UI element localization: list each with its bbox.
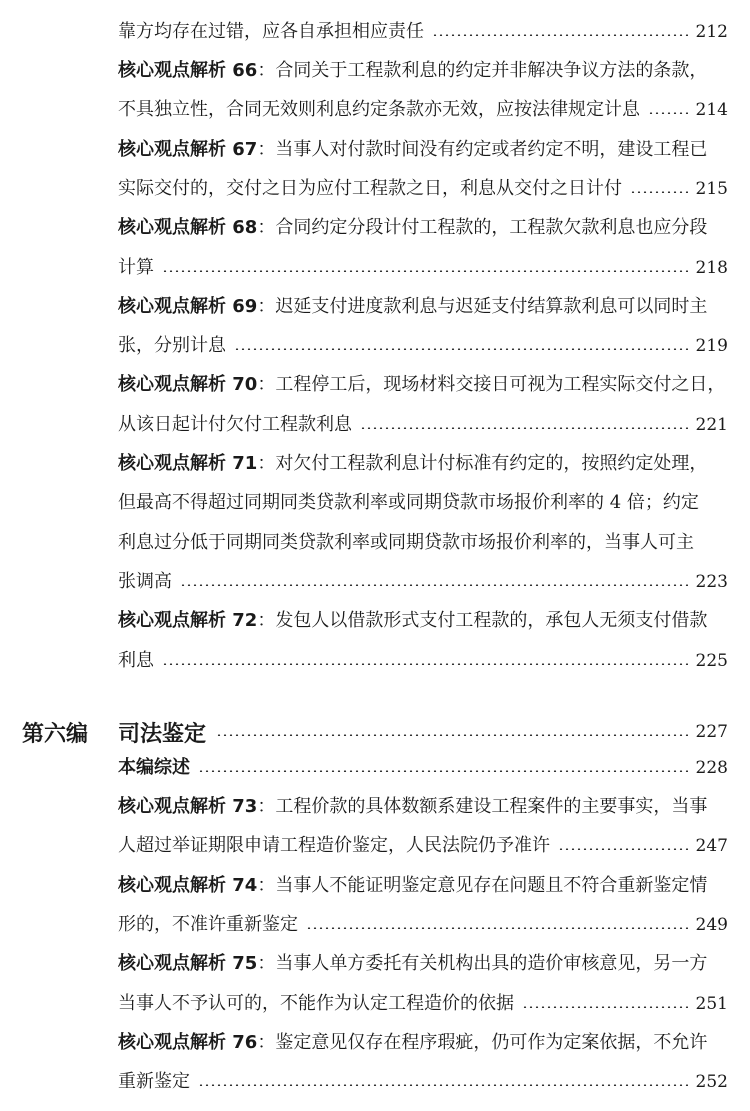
leader-dots: [558, 848, 688, 850]
entry-text: 重新鉴定: [118, 1071, 190, 1093]
entry-text: 利息: [118, 649, 154, 671]
entry-label: 核心观点解析 76: [118, 1031, 258, 1053]
leader-dots: [198, 770, 688, 772]
entry-text: 但最高不得超过同期同类贷款利率或同期贷款市场报价利率的 4 倍；约定: [118, 492, 699, 514]
entry-text: 靠方均存在过错，应各自承担相应责任: [118, 21, 424, 42]
leader-dots: [630, 191, 688, 193]
page-number: 249: [695, 914, 728, 935]
leader-dots: [198, 1084, 688, 1086]
page-number: 251: [695, 993, 728, 1014]
toc-entry-continuation: [118, 643, 728, 679]
entry-label: 核心观点解析 71: [118, 453, 258, 474]
page-number: 214: [695, 100, 728, 121]
toc-entry: [118, 53, 728, 89]
entry-text: 张，分别计息: [118, 335, 226, 357]
overview-label: 本编综述: [118, 757, 190, 778]
part-heading: [22, 712, 728, 752]
toc-entry-continuation: [118, 907, 728, 943]
entry-label: 核心观点解析 72: [118, 610, 258, 632]
entry-text: ：合同关于工程款利息的约定并非解决争议方法的条款，: [257, 60, 708, 81]
entry-label: 核心观点解析 69: [118, 295, 258, 317]
part-page: 227: [695, 722, 728, 742]
toc-entry-continuation: [118, 986, 728, 1022]
toc-entry: [118, 367, 728, 403]
entry-text: 计算: [118, 256, 154, 278]
toc-entry: [118, 868, 728, 904]
entry-text: ：当事人对付款时间没有约定或者约定不明，建设工程已: [257, 138, 708, 160]
leader-dots: [432, 34, 688, 36]
leader-dots: [234, 348, 688, 350]
entry-text: ：工程停工后，现场材料交接日可视为工程实际交付之日，: [257, 374, 726, 396]
entry-text: 实际交付的，交付之日为应付工程款之日，利息从交付之日计付: [118, 177, 622, 199]
entry-text: 张调高: [118, 570, 172, 592]
toc-entry-continuation: [118, 250, 728, 286]
page-number: 221: [695, 414, 728, 435]
entry-label: 核心观点解析 70: [118, 374, 258, 396]
entry-label: 核心观点解析 66: [118, 60, 258, 81]
entry-text: ：鉴定意见仅存在程序瑕疵，仍可作为定案依据，不允许: [257, 1031, 708, 1053]
page-number: 252: [695, 1072, 728, 1093]
toc-entry-continuation: [118, 828, 728, 864]
toc-entry-continuation: [118, 92, 728, 128]
toc-entry-continuation: [118, 14, 728, 50]
entry-label: 核心观点解析 74: [118, 874, 258, 896]
leader-dots: [216, 734, 688, 736]
leader-dots: [648, 112, 688, 114]
page-number: 212: [695, 22, 728, 42]
leader-dots: [162, 270, 688, 272]
part-title: 司法鉴定: [118, 721, 207, 747]
entry-text: ：对欠付工程款利息计付标准有约定的，按照约定处理，: [257, 453, 708, 474]
leader-dots: [360, 427, 688, 429]
page-number: 218: [695, 257, 728, 278]
entry-text: ：当事人单方委托有关机构出具的造价审核意见，另一方: [257, 953, 708, 975]
toc-entry-continuation: [118, 485, 728, 521]
page-number: 225: [695, 650, 728, 671]
toc-entry: [118, 946, 728, 982]
toc-entry-continuation: [118, 525, 728, 561]
toc-entry-continuation: [118, 1064, 728, 1100]
entry-text: 从该日起计付欠付工程款利息: [118, 413, 352, 435]
entry-text: ：迟延支付进度款利息与迟延支付结算款利息可以同时主: [257, 295, 708, 317]
toc-entry: [118, 1025, 728, 1061]
entry-text: 人超过举证期限申请工程造价鉴定，人民法院仍予准许: [118, 835, 550, 857]
toc-entry: [118, 289, 728, 325]
leader-dots: [522, 1006, 688, 1008]
page-number: 228: [695, 758, 728, 778]
toc-entry: [118, 603, 728, 639]
entry-text: 当事人不予认可的，不能作为认定工程造价的依据: [118, 992, 514, 1014]
entry-text: 不具独立性，合同无效则利息约定条款亦无效，应按法律规定计息: [118, 99, 640, 121]
entry-label: 核心观点解析 73: [118, 796, 258, 817]
entry-label: 核心观点解析 67: [118, 138, 258, 160]
toc-entry-continuation: [118, 564, 728, 600]
toc-entry: [118, 132, 728, 168]
toc-entry: [118, 750, 728, 786]
page-number: 215: [695, 178, 728, 199]
entry-text: ：发包人以借款形式支付工程款的，承包人无须支付借款: [257, 610, 708, 632]
leader-dots: [162, 663, 688, 665]
page-number: 219: [695, 336, 728, 357]
toc-entry-continuation: [118, 328, 728, 364]
leader-dots: [306, 927, 688, 929]
entry-label: 核心观点解析 75: [118, 953, 258, 975]
leader-dots: [180, 584, 688, 586]
toc-entry: [118, 789, 728, 825]
entry-text: ：合同约定分段计付工程款的，工程款欠款利息也应分段: [257, 217, 708, 239]
entry-text: ：当事人不能证明鉴定意见存在问题且不符合重新鉴定情: [257, 874, 708, 896]
toc-entry: [118, 446, 728, 482]
entry-text: 利息过分低于同期同类贷款利率或同期贷款市场报价利率的，当事人可主: [118, 531, 694, 553]
part-number: 第六编: [22, 721, 89, 747]
toc-entry: [118, 210, 728, 246]
entry-label: 核心观点解析 68: [118, 217, 258, 239]
entry-text: 形的，不准许重新鉴定: [118, 913, 298, 935]
toc-entry-continuation: [118, 171, 728, 207]
toc-entry-continuation: [118, 407, 728, 443]
page-number: 247: [695, 836, 728, 857]
entry-text: ：工程价款的具体数额系建设工程案件的主要事实，当事: [257, 796, 708, 817]
page-number: 223: [695, 571, 728, 592]
